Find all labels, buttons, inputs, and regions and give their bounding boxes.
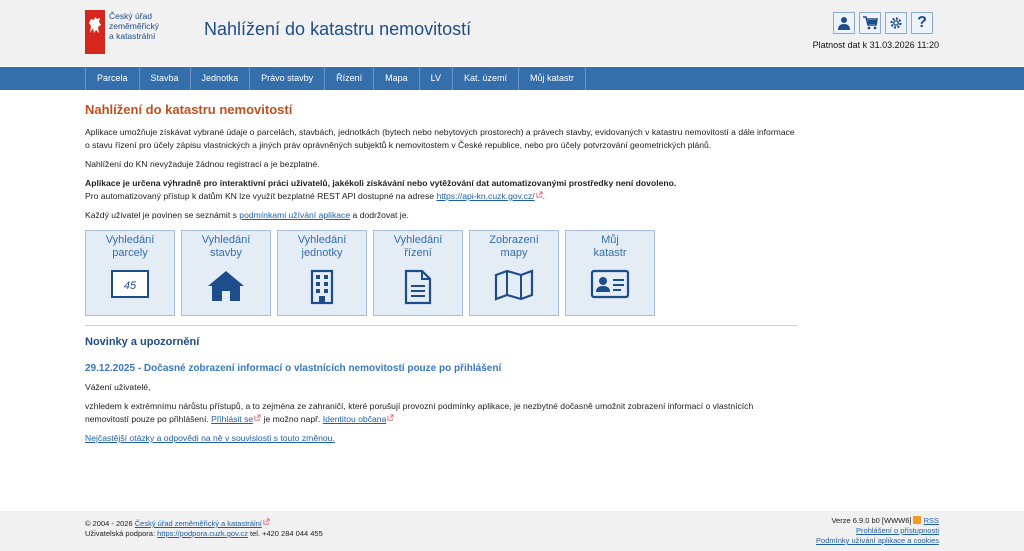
terms-notice: Každý uživatel je povinen se seznámit s podmínkami užívání aplikace a dodržovat je. xyxy=(85,210,409,220)
tile-vyhledani-jednotky[interactable]: Vyhledání jednotky xyxy=(277,230,367,316)
version: Verze 6.9.0 b0 [WWW6] xyxy=(831,516,912,525)
accessibility-link[interactable]: Prohlášení o přístupnosti xyxy=(856,526,939,535)
copyright: © 2004 - 2026 xyxy=(85,519,133,528)
parcel-icon xyxy=(110,269,150,299)
data-validity: Platnost dat k 31.03.2026 11:20 xyxy=(812,40,939,50)
automation-warning: Aplikace je určena výhradně pro interaktivní práci uživatelů, jakékoli získávání nebo vytěžování dat automatizovanými prostředky není dovoleno. xyxy=(85,178,677,188)
api-notice: Aplikace je určena výhradně pro interaktivní práci uživatelů, jakékoli získávání nebo vytěžování dat automatizovanými prostředky není dovoleno. Pro automatizovaný přístup k datům KN lze využít bezplatné REST API dostupné na adrese https://api-kn.cuzk.gov.cz/ . xyxy=(85,178,677,201)
external-link-icon xyxy=(254,414,261,421)
identity-link[interactable]: Identitou občana xyxy=(322,414,387,424)
nav-kat-uzemi[interactable]: Kat. území xyxy=(453,67,519,90)
header-toolbar xyxy=(833,12,933,34)
app-title: Nahlížení do katastru nemovitostí xyxy=(204,19,472,39)
org-link[interactable]: Český úřad zeměměřický a katastrální xyxy=(134,519,262,528)
nav-mapa[interactable]: Mapa xyxy=(374,67,420,90)
lion-emblem-icon xyxy=(85,10,105,54)
cuzk-logo[interactable] xyxy=(85,10,159,54)
login-link[interactable]: Přihlásit se xyxy=(211,414,254,424)
nav-rizeni[interactable]: Řízení xyxy=(325,67,374,90)
gear-icon[interactable] xyxy=(885,12,907,34)
divider xyxy=(85,325,797,326)
nav-pravo-stavby[interactable]: Právo stavby xyxy=(250,67,325,90)
document-icon xyxy=(403,269,433,305)
main-content xyxy=(85,102,797,451)
rss-icon[interactable] xyxy=(913,516,921,524)
tile-zobrazeni-mapy[interactable]: Zobrazení mapy xyxy=(469,230,559,316)
support-link[interactable]: https://podpora.cuzk.gov.cz xyxy=(157,529,248,538)
nav-stavba[interactable]: Stavba xyxy=(140,67,191,90)
external-link-icon xyxy=(263,518,270,525)
phone: tel. +420 284 044 455 xyxy=(249,529,323,538)
tile-vyhledani-stavby[interactable]: Vyhledání stavby xyxy=(181,230,271,316)
search-tiles xyxy=(85,230,797,316)
header xyxy=(0,0,1024,66)
news-body: vzhledem k extrémnímu nárůstu přístupů, a to zejména ze zahraničí, které porušují provozní podmínky aplikace, je nezbytné dočasně umožnit zobrazení informací o vlastnících nemovitostí pouze po přihlášení. Přihlásit se je možno např. Identitou občana xyxy=(85,401,754,424)
nav-parcela[interactable]: Parcela xyxy=(85,67,140,90)
building-icon xyxy=(309,269,335,305)
support-label: Uživatelská podpora: xyxy=(85,529,156,538)
external-link-icon xyxy=(536,191,543,198)
tile-vyhledani-rizeni[interactable]: Vyhledání řízení xyxy=(373,230,463,316)
help-icon[interactable]: ? xyxy=(911,12,933,34)
external-link-icon xyxy=(387,414,394,421)
tile-muj-katastr[interactable]: Můj katastr xyxy=(565,230,655,316)
api-link[interactable]: https://api-kn.cuzk.gov.cz/ xyxy=(436,191,535,201)
map-icon xyxy=(494,269,534,301)
page-title: Nahlížení do katastru nemovitostí xyxy=(85,102,293,117)
terms-footer-link[interactable]: Podmínky užívání aplikace a cookies xyxy=(816,536,939,545)
footer xyxy=(0,511,1024,551)
faq-paragraph xyxy=(85,432,797,445)
tile-vyhledani-parcely[interactable]: Vyhledání parcely 45 xyxy=(85,230,175,316)
api-text: Pro automatizovaný přístup k datům KN lze využít bezplatné REST API dostupné na adrese xyxy=(85,191,435,201)
intro-paragraph: Aplikace umožňuje získávat vybrané údaje o parcelách, stavbách, jednotkách (bytech nebo nebytových prostorech) a právech stavby, evidovaných v katastru nemovitostí a dále informace o stavu řízení pro účely zápisu vlastnických a jiných práv oprávněných subjektů k nemovitostem v České republice, nebo pro účely potvrzování geometrických plánů. xyxy=(85,127,795,150)
id-card-icon xyxy=(590,269,630,299)
user-icon[interactable] xyxy=(833,12,855,34)
rss-link[interactable]: RSS xyxy=(923,516,939,525)
org-name: Český úřad zeměměřický a katastrální xyxy=(109,11,160,41)
terms-link[interactable]: podmínkami užívání aplikace xyxy=(239,210,351,220)
house-icon xyxy=(206,269,246,303)
news-title[interactable]: 29.12.2025 - Dočasné zobrazení informací o vlastnících nemovitostí pouze po přihlášení xyxy=(85,363,502,374)
svg-text:45: 45 xyxy=(123,280,137,292)
nav-lv[interactable]: LV xyxy=(420,67,453,90)
main-nav xyxy=(0,67,1024,90)
news-greeting: Vážení uživatelé, xyxy=(85,382,151,392)
cart-icon[interactable] xyxy=(859,12,881,34)
faq-link[interactable]: Nejčastější otázky a odpovědi na ně v souvislosti s touto změnou. xyxy=(85,433,335,443)
nav-muj-katastr[interactable]: Můj katastr xyxy=(519,67,586,90)
nav-jednotka[interactable]: Jednotka xyxy=(191,67,251,90)
free-notice: Nahlížení do KN nevyžaduje žádnou registraci a je bezplatné. xyxy=(85,159,320,169)
news-heading: Novinky a upozornění xyxy=(85,336,200,348)
